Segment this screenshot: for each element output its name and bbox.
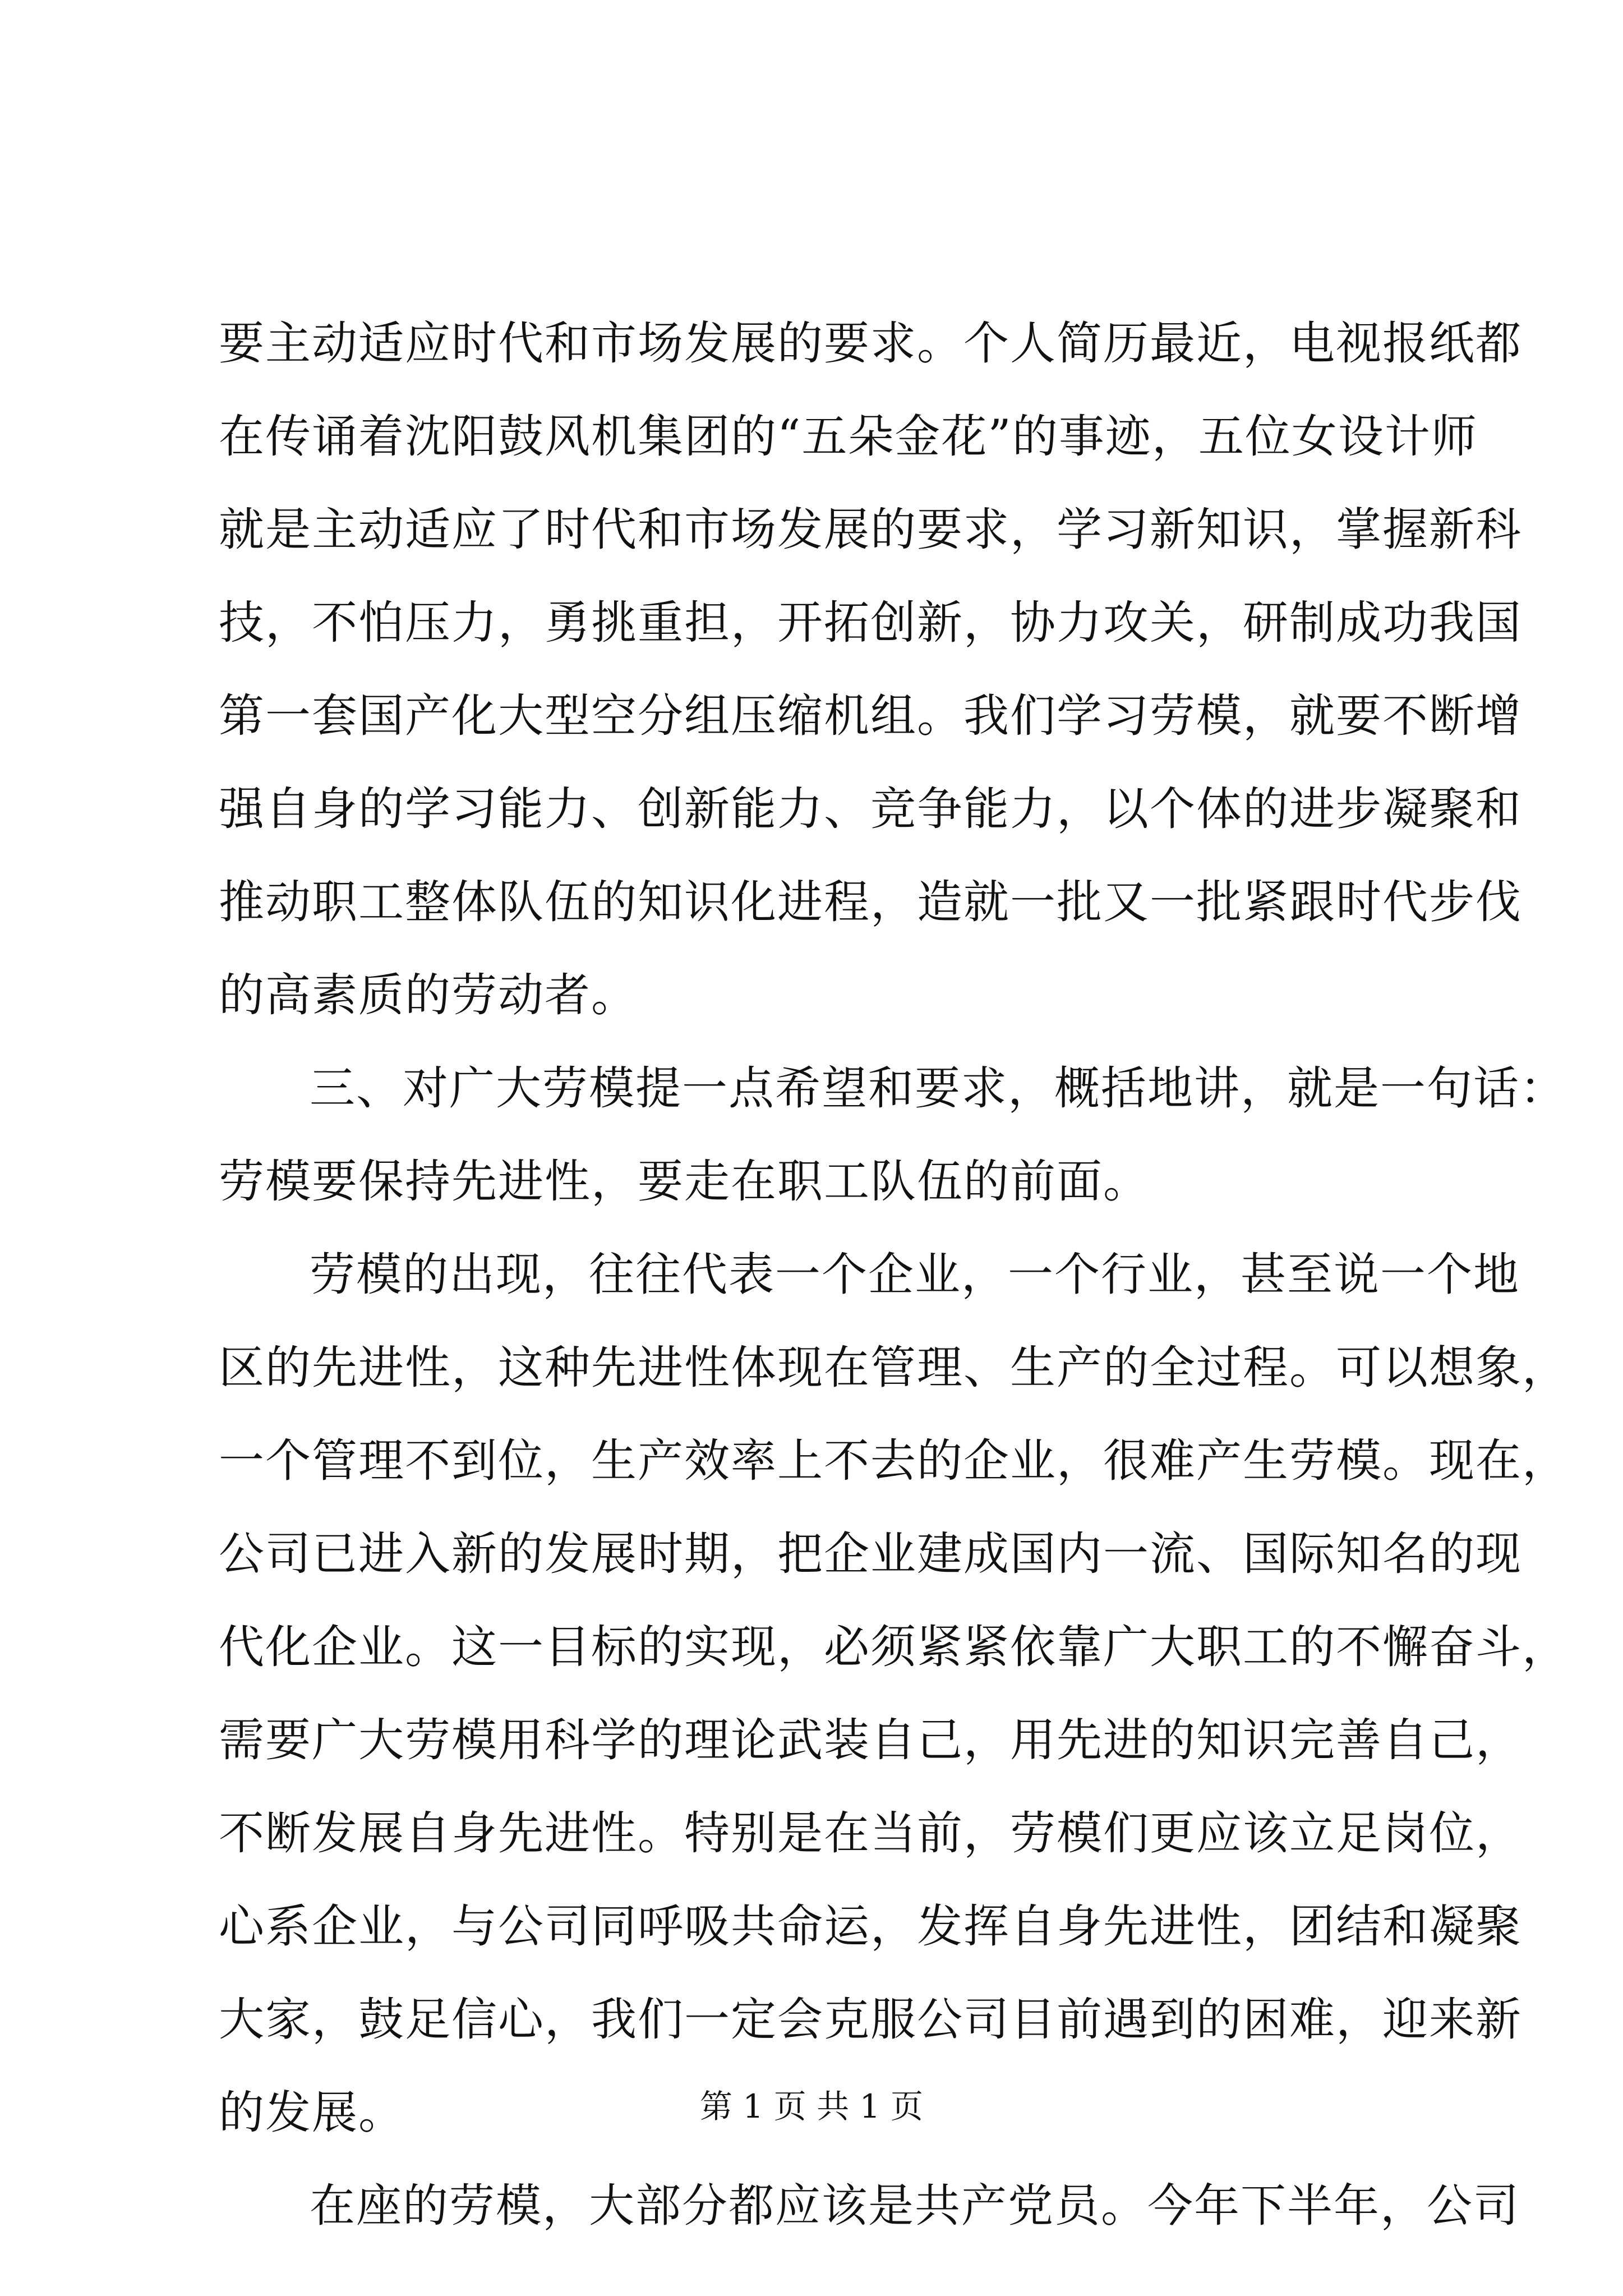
- text-line: 一个管理不到位，生产效率上不去的企业，很难产生劳模。现在，: [219, 1435, 1569, 1488]
- text-line: 大家，鼓足信心，我们一定会克服公司目前遇到的困难，迎来新: [219, 1994, 1523, 2046]
- text-line: 公司已进入新的发展时期，把企业建成国内一流、国际知名的现: [219, 1528, 1523, 1581]
- paragraph: [219, 297, 1523, 1042]
- text-line: 在传诵着沈阳鼓风机集团的“五朵金花”的事迹，五位女设计师: [219, 411, 1478, 463]
- paragraph: [219, 1042, 1567, 1228]
- text-line: 在座的劳模，大部分都应该是共产党员。今年下半年，公司: [310, 2180, 1520, 2233]
- document-body: [219, 297, 1569, 2253]
- text-line: 的发展。: [219, 2087, 405, 2139]
- text-line: 区的先进性，这种先进性体现在管理、生产的全过程。可以想象，: [219, 1342, 1569, 1395]
- text-line: 的高素质的劳动者。: [219, 969, 638, 1022]
- text-line: 劳模的出现，往往代表一个企业，一个行业，甚至说一个地: [310, 1249, 1520, 1301]
- page-footer: [0, 2084, 1623, 2129]
- text-line: 不断发展自身先进性。特别是在当前，劳模们更应该立足岗位，: [219, 1807, 1523, 1860]
- page-number: 第 1 页 共 1 页: [700, 2087, 923, 2125]
- text-line: 心系企业，与公司同呼吸共命运，发挥自身先进性，团结和凝聚: [219, 1901, 1523, 1953]
- text-line: 三、对广大劳模提一点希望和要求，概括地讲，就是一句话：: [310, 1062, 1567, 1115]
- text-line: 劳模要保持先进性，要走在职工队伍的前面。: [219, 1156, 1150, 1208]
- text-line: 技，不怕压力，勇挑重担，开拓创新，协力攻关，研制成功我国: [219, 597, 1523, 650]
- text-line: 要主动适应时代和市场发展的要求。个人简历最近，电视报纸都: [219, 318, 1523, 370]
- paragraph: [219, 1228, 1569, 2160]
- paragraph: [219, 2160, 1520, 2253]
- text-line: 需要广大劳模用科学的理论武装自己，用先进的知识完善自己，: [219, 1714, 1523, 1767]
- text-line: 强自身的学习能力、创新能力、竞争能力，以个体的进步凝聚和: [219, 783, 1523, 836]
- text-line: 第一套国产化大型空分组压缩机组。我们学习劳模，就要不断增: [219, 690, 1523, 743]
- text-line: 代化企业。这一目标的实现，必须紧紧依靠广大职工的不懈奋斗，: [219, 1621, 1569, 1674]
- text-line: 推动职工整体队伍的知识化进程，造就一批又一批紧跟时代步伐: [219, 876, 1523, 929]
- text-line: 就是主动适应了时代和市场发展的要求，学习新知识，掌握新科: [219, 504, 1523, 556]
